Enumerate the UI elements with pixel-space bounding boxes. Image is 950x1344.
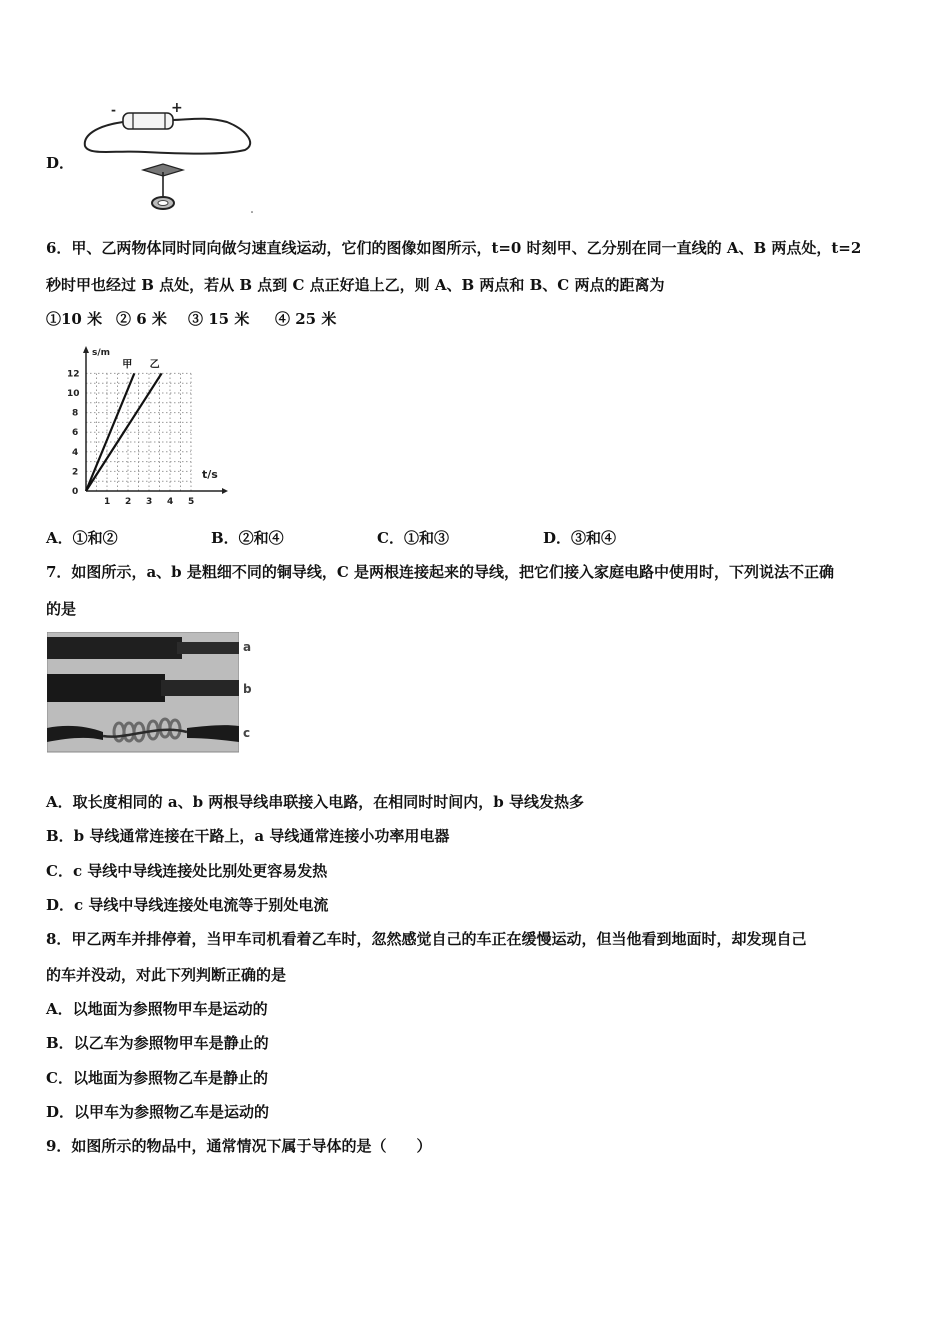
wire-label-c: c xyxy=(243,726,251,740)
q8-option-b[interactable]: B．以乙车为参照物甲车是静止的 xyxy=(46,1034,269,1052)
q5-circuit-figure xyxy=(75,100,260,218)
x-tick-label: 4 xyxy=(167,497,174,507)
q6-option-d[interactable]: D．③和④ xyxy=(543,529,617,547)
q8-option-a[interactable]: A．以地面为参照物甲车是运动的 xyxy=(46,1000,268,1018)
x-tick-label: 5 xyxy=(188,497,195,507)
q7-wire-photo xyxy=(47,632,255,754)
q8-stem-line1: 8．甲乙两车并排停着，当甲车司机看着乙车时，忽然感觉自己的车正在缓慢运动，但当他看到地面时，却发现自己 xyxy=(46,930,807,948)
wire-label-a: a xyxy=(243,640,252,654)
wire-a-end xyxy=(177,642,239,654)
wire-b-end xyxy=(161,680,239,696)
q6-option-b[interactable]: B．②和④ xyxy=(211,529,284,547)
q7-stem-line1: 7．如图所示，a、b 是粗细不同的铜导线，C 是两根连接起来的导线，把它们接入家庭电路中使用时，下列说法不正确 xyxy=(46,563,835,581)
y-tick-label: 12 xyxy=(67,369,80,380)
battery-plus-sign: + xyxy=(171,100,183,116)
series-label: 甲 xyxy=(122,359,133,371)
battery-minus-sign: - xyxy=(111,103,116,117)
y-tick-label: 8 xyxy=(72,408,79,419)
q6-choice: ④ 25 米 xyxy=(275,310,337,328)
q6-choice: ①10 米 xyxy=(46,310,103,328)
x-tick-label: 1 xyxy=(104,497,111,507)
wire-a-insulation xyxy=(47,637,182,659)
y-axis-arrow-icon xyxy=(83,346,89,353)
q7-option-d[interactable]: D．c 导线中导线连接处电流等于别处电流 xyxy=(46,896,329,914)
q5-option-d-label: D． xyxy=(46,154,75,172)
q6-option-a[interactable]: A．①和② xyxy=(46,529,118,547)
y-tick-label: 2 xyxy=(72,467,79,478)
y-axis-label: s/m xyxy=(92,348,111,358)
y-tick-label: 0 xyxy=(72,487,79,497)
q6-stem-line1: 6．甲、乙两物体同时同向做匀速直线运动，它们的图像如图所示，t=0 时刻甲、乙分别在同一直线的 A、B 两点处，t=2 xyxy=(46,239,862,257)
y-tick-label: 4 xyxy=(72,447,79,458)
q7-option-c[interactable]: C．c 导线中导线连接处比别处更容易发热 xyxy=(46,862,328,880)
q8-option-d[interactable]: D．以甲车为参照物乙车是运动的 xyxy=(46,1103,270,1121)
x-tick-label: 2 xyxy=(125,497,132,507)
q7-option-b[interactable]: B．b 导线通常连接在干路上，a 导线通常连接小功率用电器 xyxy=(46,827,450,845)
q8-option-c[interactable]: C．以地面为参照物乙车是静止的 xyxy=(46,1069,268,1087)
chart-grid xyxy=(86,373,191,491)
q9-stem-line1: 9．如图所示的物品中，通常情况下属于导体的是（ ） xyxy=(46,1137,432,1155)
q6-choice: ② 6 米 xyxy=(116,310,167,328)
x-tick-label: 3 xyxy=(146,497,153,507)
y-tick-label: 10 xyxy=(67,389,80,399)
x-axis-label: t/s xyxy=(202,468,218,481)
wire-label-b: b xyxy=(243,682,252,696)
q8-stem-line2: 的车并没动，对此下列判断正确的是 xyxy=(46,966,287,984)
q6-stem-line2: 秒时甲也经过 B 点处，若从 B 点到 C 点正好追上乙，则 A、B 两点和 B、C 两点的距离为 xyxy=(46,276,665,294)
q6-choice: ③ 15 米 xyxy=(188,310,250,328)
y-tick-label: 6 xyxy=(72,428,79,439)
q6-option-c[interactable]: C．①和③ xyxy=(377,529,449,547)
x-axis-arrow-icon xyxy=(222,488,228,494)
q7-stem-line2: 的是 xyxy=(46,600,77,618)
wire-b-insulation xyxy=(47,674,165,702)
series-label: 乙 xyxy=(149,359,160,371)
q7-option-a[interactable]: A．取长度相同的 a、b 两根导线串联接入电路，在相同时时间内，b 导线发热多 xyxy=(46,793,585,811)
q6-distance-time-chart xyxy=(60,340,232,510)
